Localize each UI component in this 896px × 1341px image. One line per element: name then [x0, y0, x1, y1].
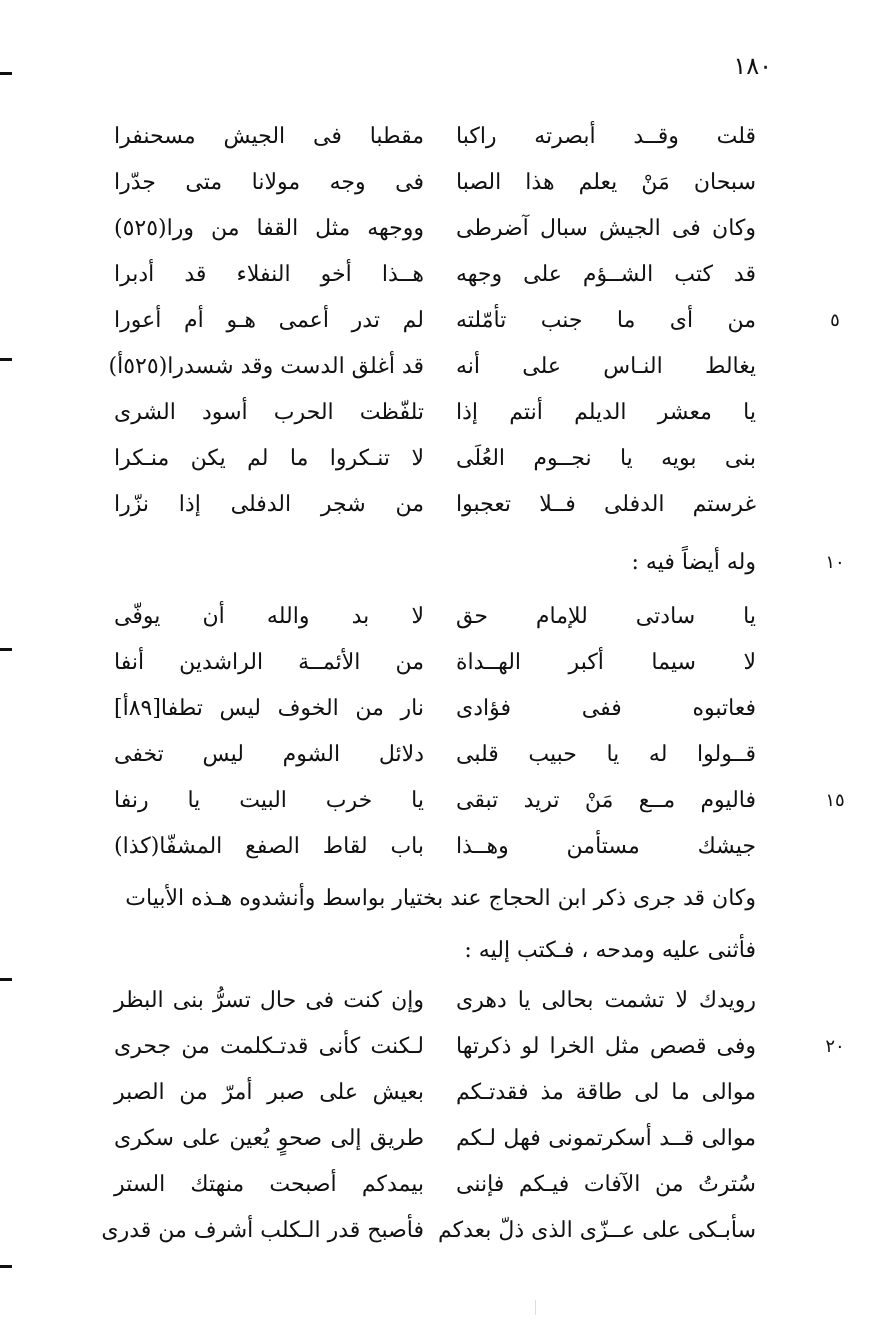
- prose-row: [0, 876, 896, 922]
- verse-second-hemistich: بعيش على صبر أمرّ من الصبر: [114, 1080, 424, 1105]
- page-number: ١٨٠: [733, 52, 772, 80]
- verse-first-hemistich: قلت وقــد أبصرته راكبا: [456, 124, 756, 149]
- verse-second-hemistich: فى وجه مولانا متى جدّرا: [114, 170, 424, 195]
- verse-second-hemistich: قد أغلق الدست وقد شسدرا(٥٢٥أ): [108, 354, 424, 379]
- verse-first-hemistich: جيشك مستأمن وهــذا: [456, 834, 756, 859]
- verse-row: [0, 436, 896, 482]
- line-number: ٥: [830, 310, 840, 331]
- verse-second-hemistich: من شجر الدفلى إذا نزّرا: [114, 492, 424, 517]
- verse-row: [0, 160, 896, 206]
- verse-first-hemistich: وكان فى الجيش سبال آضرطى: [456, 216, 756, 241]
- verse-second-hemistich: لا بد والله أن يوفّى: [114, 604, 424, 629]
- verse-row: [0, 252, 896, 298]
- verse-first-hemistich: موالى ما لى طاقة مذ فقدتـكم: [456, 1080, 756, 1105]
- verse-row: [0, 298, 896, 344]
- verse-row: [0, 640, 896, 686]
- prose-line: وكان قد جرى ذكر ابن الحجاج عند بختيار بواسط وأنشدوه هـذه الأبيات: [125, 886, 756, 911]
- line-number: ١٥: [825, 790, 845, 811]
- line-number: ٢٠: [825, 1036, 845, 1057]
- verse-row: [0, 1116, 896, 1162]
- scan-artifact: [535, 1300, 536, 1315]
- verse-first-hemistich: فاليوم مــع مَنْ تريد تبقى: [456, 788, 756, 813]
- margin-mark: [0, 72, 12, 75]
- verse-row: [0, 1162, 896, 1208]
- verse-second-hemistich: لـكنت كأنى قدتـكلمت من جحرى: [114, 1034, 424, 1059]
- verse-second-hemistich: مقطبا فى الجيش مسحنفرا: [114, 124, 424, 149]
- section-heading-row: [0, 540, 896, 586]
- verse-first-hemistich: وفى قصص مثل الخرا لو ذكرتها: [456, 1034, 756, 1059]
- verse-first-hemistich: سأبـكى على عــزّى الذى ذلّ بعدكم: [437, 1218, 756, 1243]
- verse-row: [0, 1208, 896, 1254]
- verse-row: [0, 824, 896, 870]
- verse-second-hemistich: باب لقاط الصفع المشفّا(كذا): [114, 834, 424, 859]
- verse-row: [0, 732, 896, 778]
- prose-line: فأثنى عليه ومدحه ، فـكتب إليه :: [464, 938, 756, 963]
- verse-second-hemistich: من الأئمــة الراشدين أنفا: [114, 650, 424, 675]
- verse-row: [0, 594, 896, 640]
- verse-first-hemistich: قــولوا له يا حبيب قلبى: [456, 742, 756, 767]
- verse-first-hemistich: قد كتب الشــؤم على وجهه: [456, 262, 756, 287]
- verse-second-hemistich: هــذا أخو النفلاء قد أدبرا: [114, 262, 424, 287]
- verse-second-hemistich: طريق إلى صحوٍ يُعين على سكرى: [114, 1126, 424, 1151]
- verse-second-hemistich: لم تدر أعمى هـو أم أعورا: [114, 308, 424, 333]
- verse-second-hemistich: دلائل الشوم ليس تخفى: [114, 742, 424, 767]
- section-heading: وله أيضاً فيه :: [631, 550, 756, 575]
- verse-first-hemistich: غرستم الدفلى فــلا تعجبوا: [456, 492, 756, 517]
- verse-second-hemistich: تلفّظت الحرب أسود الشرى: [114, 400, 424, 425]
- verse-row: [0, 1070, 896, 1116]
- verse-first-hemistich: يا سادتى للإمام حق: [456, 604, 756, 629]
- verse-first-hemistich: سبحان مَنْ يعلم هذا الصبا: [456, 170, 756, 195]
- verse-second-hemistich: بيمدكم أصبحت منهتك الستر: [114, 1172, 424, 1197]
- verse-first-hemistich: يغالط النـاس على أنه: [456, 354, 756, 379]
- verse-row: [0, 206, 896, 252]
- margin-mark: [0, 1265, 12, 1268]
- verse-second-hemistich: وإن كنت فى حال تسرُّ بنى البظر: [114, 988, 424, 1013]
- verse-second-hemistich: ووجهه مثل القفا من ورا(٥٢٥): [114, 216, 424, 241]
- line-number: ١٠: [825, 552, 845, 573]
- verse-second-hemistich: لا تنـكروا ما لم يكن منـكرا: [114, 446, 424, 471]
- verse-second-hemistich: يا خرب البيت يا رنفا: [114, 788, 424, 813]
- verse-first-hemistich: بنى بويه يا نجــوم العُلَى: [456, 446, 756, 471]
- verse-first-hemistich: يا معشر الديلم أنتم إذا: [456, 400, 756, 425]
- verse-second-hemistich: فأصبح قدر الـكلب أشرف من قدرى: [101, 1218, 424, 1243]
- verse-second-hemistich: نار من الخوف ليس تطفا[٨٩أ]: [114, 696, 424, 721]
- verse-row: [0, 686, 896, 732]
- verse-row: [0, 1024, 896, 1070]
- verse-first-hemistich: فعاتبوه ففى فؤادى: [456, 696, 756, 721]
- verse-row: [0, 978, 896, 1024]
- verse-row: [0, 114, 896, 160]
- prose-row: [0, 928, 896, 974]
- verse-first-hemistich: موالى قــد أسكرتمونى فهل لـكم: [456, 1126, 756, 1151]
- verse-first-hemistich: لا سيما أكبر الهــداة: [456, 650, 756, 675]
- verse-first-hemistich: رويدك لا تشمت بحالى يا دهرى: [456, 988, 756, 1013]
- verse-row: [0, 482, 896, 528]
- verse-row: [0, 390, 896, 436]
- verse-first-hemistich: سُترتُ من الآفات فيـكم فإننى: [456, 1172, 756, 1197]
- verse-row: [0, 778, 896, 824]
- verse-row: [0, 344, 896, 390]
- verse-first-hemistich: من أى ما جنب تأمّلته: [456, 308, 756, 333]
